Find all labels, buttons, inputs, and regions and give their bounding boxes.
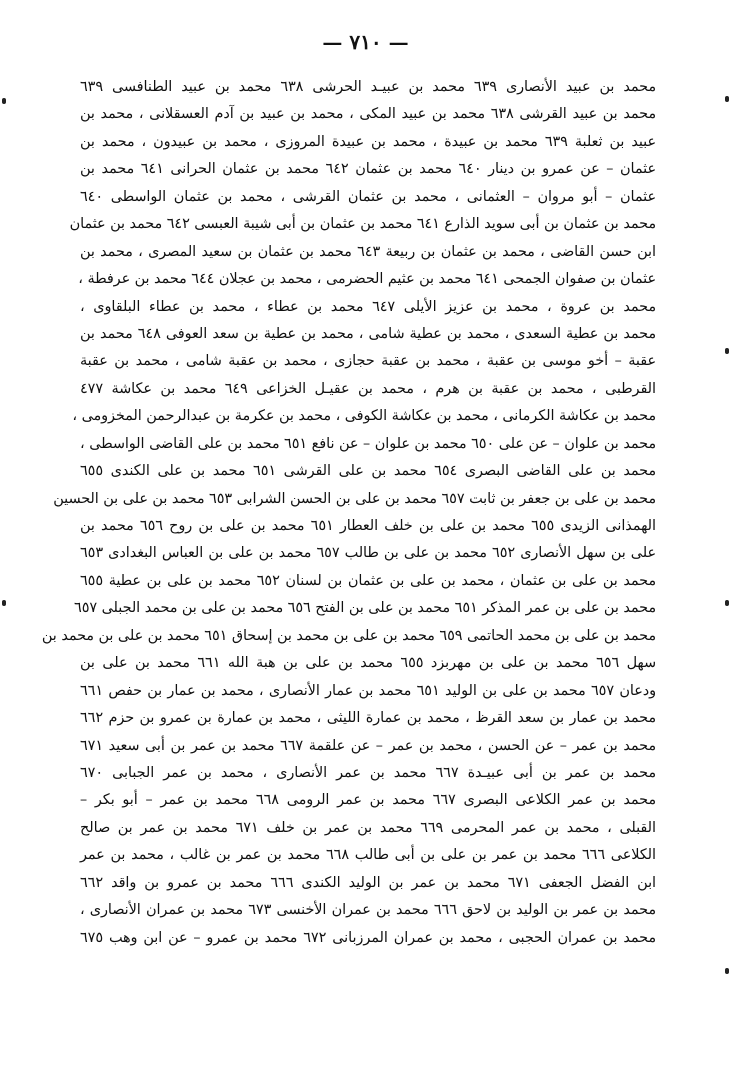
index-line: عثمان بن صفوان الجمحى ٦٤١ محمد بن عثيم الحضرمى ، محمد بن عجلان ٦٤٤ محمد بن عرفطة ، (78, 271, 656, 288)
margin-ink-mark (725, 96, 729, 102)
index-line: عبيد بن ثعلبة ٦٣٩ محمد بن عبيدة ، محمد بن عبيدة المروزى ، محمد بن عبيدون ، محمد بن (80, 133, 656, 150)
index-line: الكلاعى ٦٦٦ محمد بن عمر بن على بن أبى طالب ٦٦٨ محمد بن عمر بن غالب ، محمد بن عمر (80, 847, 656, 864)
index-line: محمد بن على القاضى البصرى ٦٥٤ محمد بن على القرشى ٦٥١ محمد بن على الكندى ٦٥٥ (80, 463, 657, 480)
index-line: ودعان ٦٥٧ محمد بن على بن الوليد ٦٥١ محمد بن عمار الأنصارى ، محمد بن عمار بن حفص ٦٦١ (80, 682, 656, 699)
index-line: محمد بن عثمان بن أبى سويد الذارع ٦٤١ محمد بن عثمان بن أبى شيبة العبسى ٦٤٢ محمد بن عثمان (69, 216, 656, 233)
index-line: محمد بن عمر بن الوليد بن لاحق ٦٦٦ محمد بن عمران الأخنسى ٦٧٣ محمد بن عمران الأنصارى ، (80, 902, 656, 919)
index-line: محمد بن عبيد القرشى ٦٣٨ محمد بن عبيد المكى ، محمد بن عبيد بن آدم العسقلانى ، محمد بن (80, 106, 656, 123)
index-line: محمد بن عمار بن سعد القرظ ، محمد بن عمارة الليثى ، محمد بن عمارة بن عمرو بن حزم ٦٦٢ (80, 710, 656, 727)
index-line: محمد بن علوان – عن على ٦٥٠ محمد بن علوان – عن نافع ٦٥١ محمد بن على القاضى الواسطى ، (80, 435, 656, 452)
index-line: الهمذانى الزيدى ٦٥٥ محمد بن على بن خلف العطار ٦٥١ محمد بن على بن روح ٦٥٦ محمد بن (80, 518, 656, 534)
index-line: محمد بن عروة ، محمد بن عزيز الأيلى ٦٤٧ محمد بن عطاء ، محمد بن عطاء البلقاوى ، (80, 298, 656, 315)
index-line: ابن حسن القاضى ، محمد بن عثمان بن ربيعة ٦٤٣ محمد بن عثمان بن سعيد المصرى ، محمد بن (80, 243, 656, 260)
index-line: القبلى ، محمد بن عمر المحرمى ٦٦٩ محمد بن عمر بن خلف ٦٧١ محمد بن عمر بن صالح (80, 819, 656, 836)
index-line: محمد بن عمر بن أبى عبيـدة ٦٦٧ محمد بن عمر الأنصارى ، محمد بن عمر الجبابى ٦٧٠ (80, 764, 657, 781)
page-number: — ٧١٠ — (322, 30, 409, 54)
index-line: محمد بن على بن محمد الحاتمى ٦٥٩ محمد بن على بن محمد بن إسحاق ٦٥١ محمد بن على بن محمد بن (41, 627, 656, 644)
margin-ink-mark (725, 968, 729, 974)
index-line: عقبة – أخو موسى بن عقبة ، محمد بن عقبة حجازى ، محمد بن عقبة شامى ، محمد بن عقبة (80, 353, 656, 370)
margin-ink-mark (725, 348, 729, 354)
index-line: محمد بن على بن جعفر بن ثابت ٦٥٧ محمد بن على بن الحسن الشرابى ٦٥٣ محمد بن على بن الحسين (53, 490, 656, 507)
index-line: محمد بن عمر الكلاعى البصرى ٦٦٧ محمد بن عمر الرومى ٦٦٨ محمد بن عمر – أبو بكر – (80, 792, 656, 809)
index-line: سهل ٦٥٦ محمد بن على بن مهربزد ٦٥٥ محمد بن على بن هبة الله ٦٦١ محمد بن على بن (80, 655, 656, 672)
name-index-list (41, 74, 657, 952)
index-line: عثمان – عن عمرو بن دينار ٦٤٠ محمد بن عثمان ٦٤٢ محمد بن عثمان الحرانى ٦٤١ محمد بن (80, 161, 656, 178)
index-line: محمد بن عمر – عن الحسن ، محمد بن عمر – عن علقمة ٦٦٧ محمد بن عمر بن أبى سعيد ٦٧١ (80, 737, 656, 754)
index-line: محمد بن على بن عثمان ، محمد بن على بن عثمان بن لسنان ٦٥٢ محمد بن على بن عطية ٦٥٥ (80, 572, 656, 589)
margin-ink-mark (2, 600, 6, 606)
index-line: القرطبى ، محمد بن عقبة بن هرم ، محمد بن عقيـل الخزاعى ٦٤٩ محمد بن عكاشة ٤٧٧ (80, 380, 657, 397)
index-line: محمد بن عطية السعدى ، محمد بن عطية شامى ، محمد بن عطية بن سعد العوفى ٦٤٨ محمد بن (80, 325, 657, 342)
index-line: ابن الفضل الجعفى ٦٧١ محمد بن عمر بن الوليد الكندى ٦٦٦ محمد بن عمرو بن واقد ٦٦٢ (80, 874, 657, 891)
index-line: محمد بن على بن عمر المذكر ٦٥١ محمد بن على بن الفتح ٦٥٦ محمد بن على بن محمد الجبلى ٦٥٧ (74, 600, 656, 617)
index-line: على بن سهل الأنصارى ٦٥٢ محمد بن على بن طالب ٦٥٧ محمد بن على بن العباس البغدادى ٦٥٣ (80, 545, 656, 562)
index-line: محمد بن عمران الحجبى ، محمد بن عمران المرزبانى ٦٧٢ محمد بن عمرو – عن ابن وهب ٦٧٥ (80, 929, 657, 946)
index-line: عثمان – أبو مروان – العثمانى ، محمد بن عثمان القرشى ، محمد بن عثمان الواسطى ٦٤٠ (80, 188, 656, 205)
margin-ink-mark (725, 600, 729, 606)
index-line: محمد بن عكاشة الكرمانى ، محمد بن عكاشة الكوفى ، محمد بن عكرمة بن عبدالرحمن المخزومى ، (72, 408, 656, 425)
index-line: محمد بن عبيد الأنصارى ٦٣٩ محمد بن عبيـد الحرشى ٦٣٨ محمد بن عبيد الطنافسى ٦٣٩ (80, 79, 656, 95)
margin-ink-mark (2, 98, 6, 104)
